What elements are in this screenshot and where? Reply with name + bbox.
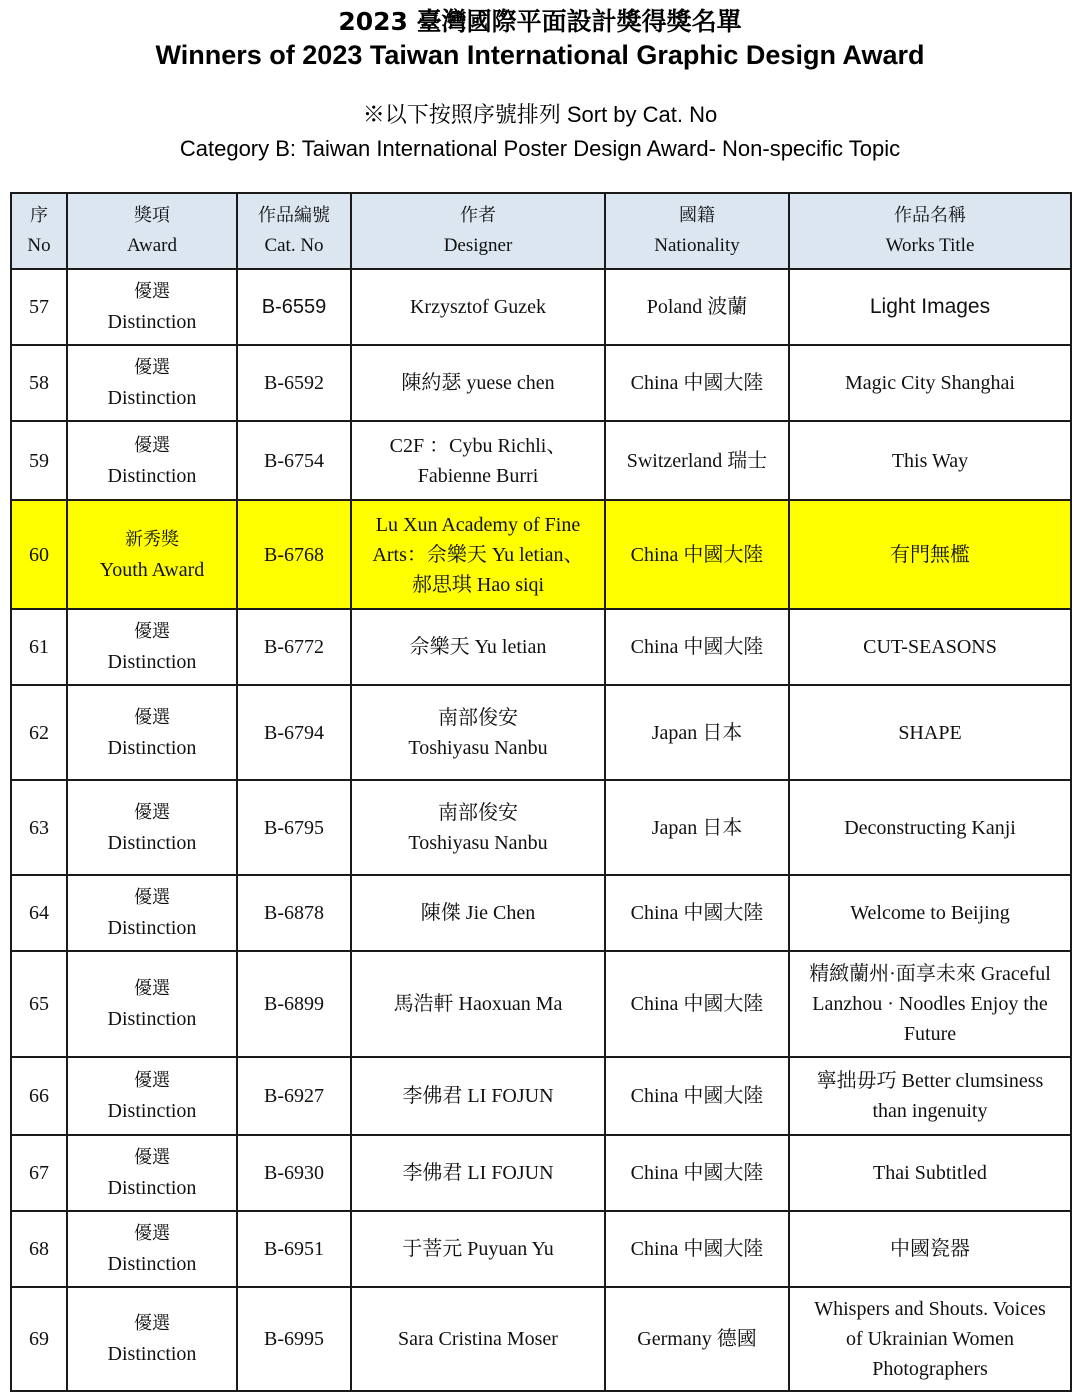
award-label-english: Distinction	[107, 1253, 197, 1275]
works-title-line: Deconstructing Kanji	[844, 816, 1016, 839]
cell-cat-no: B-6951	[237, 1211, 351, 1287]
award-label-english: Youth Award	[99, 558, 205, 581]
cell-cat-no: B-6899	[237, 951, 351, 1057]
award-label-english: Distinction	[107, 311, 197, 333]
table-row	[11, 345, 1071, 421]
cell-cat-no: B-6878	[237, 875, 351, 951]
cell-works-title	[789, 421, 1071, 500]
cell-nationality: Poland 波蘭	[605, 269, 789, 345]
header-col-cat-no	[237, 193, 351, 269]
cell-award	[67, 1211, 237, 1287]
designer-line: Toshiyasu Nanbu	[408, 736, 548, 759]
category-heading: Category B: Taiwan International Poster Design Award- Non-specific Topic	[179, 136, 901, 161]
designer-line: Sara Cristina Moser	[398, 1328, 558, 1350]
header-label-english: Designer	[443, 235, 513, 256]
header-label-chinese: 作品名稱	[894, 205, 966, 226]
award-label-english: Distinction	[107, 651, 197, 673]
table-row	[11, 269, 1071, 345]
cell-nationality: China 中國大陸	[605, 345, 789, 421]
award-label-chinese: 優選	[134, 706, 170, 728]
header-label-chinese: 序	[30, 205, 48, 226]
page-title-english: Winners of 2023 Taiwan International Graphic Design Award	[155, 40, 925, 70]
cell-no: 60	[11, 500, 67, 609]
works-title-line: 寧拙毋巧 Better clumsiness	[816, 1070, 1044, 1092]
cell-no: 69	[11, 1287, 67, 1391]
header-col-designer	[351, 193, 605, 269]
cell-award	[67, 1057, 237, 1135]
cell-nationality: China 中國大陸	[605, 500, 789, 609]
header-label-english: Nationality	[654, 235, 740, 256]
cell-no: 68	[11, 1211, 67, 1287]
cell-no: 62	[11, 685, 67, 780]
award-label-english: Distinction	[107, 464, 197, 487]
cell-cat-no: B-6754	[237, 421, 351, 500]
cell-no: 66	[11, 1057, 67, 1135]
works-title-line: Future	[903, 1023, 957, 1045]
cell-designer	[351, 500, 605, 609]
works-title-line: Welcome to Beijing	[850, 902, 1010, 924]
cell-award	[67, 1135, 237, 1211]
table-row	[11, 1287, 1071, 1391]
cell-award	[67, 345, 237, 421]
designer-line: 陳傑 Jie Chen	[420, 902, 536, 924]
cell-designer	[351, 421, 605, 500]
table-row	[11, 500, 1071, 609]
table-row	[11, 951, 1071, 1057]
cell-no: 57	[11, 269, 67, 345]
designer-line: 南部俊安	[438, 801, 518, 824]
cell-award	[67, 500, 237, 609]
cell-works-title	[789, 1211, 1071, 1287]
cell-nationality: China 中國大陸	[605, 875, 789, 951]
cell-award	[67, 609, 237, 685]
cell-cat-no: B-6592	[237, 345, 351, 421]
sort-note: ※以下按照序號排列 Sort by Cat. No	[362, 102, 718, 127]
designer-line: 佘樂天 Yu letian	[409, 636, 547, 658]
cell-nationality: Switzerland 瑞士	[605, 421, 789, 500]
cell-works-title	[789, 685, 1071, 780]
award-label-chinese: 優選	[134, 1147, 170, 1168]
cell-designer	[351, 1287, 605, 1391]
designer-line: Fabienne Burri	[417, 464, 539, 487]
award-label-chinese: 優選	[134, 978, 170, 999]
cell-cat-no: B-6794	[237, 685, 351, 780]
cell-award	[67, 1287, 237, 1391]
cell-works-title	[789, 269, 1071, 345]
works-title-line: CUT-SEASONS	[863, 636, 997, 658]
cell-no: 67	[11, 1135, 67, 1211]
cell-award	[67, 685, 237, 780]
designer-line: C2F ：Cybu Richli、	[389, 434, 567, 457]
cell-award	[67, 421, 237, 500]
cell-designer	[351, 609, 605, 685]
header-col-nationality	[605, 193, 789, 269]
works-title-line: 有門無檻	[890, 543, 970, 566]
cell-works-title	[789, 780, 1071, 875]
header-col-works-title	[789, 193, 1071, 269]
cell-no: 65	[11, 951, 67, 1057]
works-title-line: Magic City Shanghai	[845, 372, 1015, 394]
cell-works-title	[789, 609, 1071, 685]
cell-designer	[351, 1211, 605, 1287]
cell-works-title	[789, 500, 1071, 609]
cell-no: 64	[11, 875, 67, 951]
works-title-line: This Way	[891, 449, 969, 472]
designer-line: 李佛君 LI FOJUN	[402, 1162, 554, 1184]
award-label-english: Distinction	[107, 831, 197, 854]
table-row	[11, 1211, 1071, 1287]
award-label-english: Distinction	[107, 387, 197, 409]
table-row	[11, 1057, 1071, 1135]
cell-designer	[351, 269, 605, 345]
designer-line: 陳約瑟 yuese chen	[401, 372, 555, 394]
award-label-english: Distinction	[107, 917, 197, 939]
page-title-chinese: 2023 臺灣國際平面設計獎得獎名單	[338, 7, 742, 36]
cell-works-title	[789, 1287, 1071, 1391]
cell-nationality: China 中國大陸	[605, 1135, 789, 1211]
header-row	[11, 193, 1071, 269]
cell-works-title	[789, 951, 1071, 1057]
works-title-line: than ingenuity	[872, 1100, 988, 1122]
cell-award	[67, 951, 237, 1057]
designer-line: 于菩元 Puyuan Yu	[402, 1238, 554, 1260]
cell-designer	[351, 780, 605, 875]
award-label-english: Distinction	[107, 736, 197, 759]
table-row	[11, 609, 1071, 685]
table-row	[11, 685, 1071, 780]
cell-nationality: Germany 德國	[605, 1287, 789, 1391]
designer-line: 南部俊安	[438, 706, 518, 729]
cell-nationality: Japan 日本	[605, 780, 789, 875]
cell-designer	[351, 1135, 605, 1211]
table-body	[11, 269, 1071, 1391]
winners-table	[10, 192, 1072, 1392]
award-label-english: Distinction	[107, 1100, 197, 1122]
table-row	[11, 1135, 1071, 1211]
cell-works-title	[789, 1135, 1071, 1211]
cell-no: 58	[11, 345, 67, 421]
cell-nationality: China 中國大陸	[605, 1211, 789, 1287]
award-label-chinese: 優選	[134, 357, 170, 378]
table-row	[11, 780, 1071, 875]
designer-line: 李佛君 LI FOJUN	[402, 1085, 554, 1107]
table-row	[11, 875, 1071, 951]
cell-designer	[351, 1057, 605, 1135]
works-title-line: 中國瓷器	[890, 1238, 970, 1260]
works-title-line: Photographers	[872, 1358, 988, 1380]
cell-award	[67, 780, 237, 875]
cell-nationality: Japan 日本	[605, 685, 789, 780]
cell-nationality: China 中國大陸	[605, 951, 789, 1057]
designer-line: Arts：佘樂天 Yu letian、	[372, 543, 584, 566]
cell-designer	[351, 685, 605, 780]
cell-no: 59	[11, 421, 67, 500]
designer-line: Krzysztof Guzek	[409, 296, 547, 318]
header-label-chinese: 作者	[460, 205, 496, 226]
header-label-english: Works Title	[885, 235, 975, 256]
cell-no: 63	[11, 780, 67, 875]
award-label-chinese: 優選	[134, 621, 170, 642]
cell-cat-no: B-6768	[237, 500, 351, 609]
works-title-line: Whispers and Shouts. Voices	[814, 1298, 1046, 1320]
designer-line: 郝思琪 Hao siqi	[411, 573, 545, 596]
cell-no: 61	[11, 609, 67, 685]
works-title-line: of Ukrainian Women	[846, 1328, 1014, 1350]
cell-designer	[351, 345, 605, 421]
cell-designer	[351, 951, 605, 1057]
cell-works-title	[789, 345, 1071, 421]
cell-cat-no: B-6559	[237, 269, 351, 345]
header-label-chinese: 獎項	[134, 205, 170, 226]
designer-line: Lu Xun Academy of Fine	[375, 513, 581, 536]
cell-cat-no: B-6772	[237, 609, 351, 685]
designer-line: Toshiyasu Nanbu	[408, 831, 548, 854]
cell-cat-no: B-6930	[237, 1135, 351, 1211]
header-col-no	[11, 193, 67, 269]
cell-nationality: China 中國大陸	[605, 609, 789, 685]
cell-nationality: China 中國大陸	[605, 1057, 789, 1135]
award-label-english: Distinction	[107, 1343, 197, 1365]
header-label-english: Award	[127, 235, 177, 256]
cell-cat-no: B-6995	[237, 1287, 351, 1391]
award-label-english: Distinction	[107, 1008, 197, 1030]
header-label-english: No	[27, 235, 51, 256]
award-label-chinese: 優選	[134, 281, 170, 302]
table-row	[11, 421, 1071, 500]
award-label-chinese: 優選	[134, 1070, 170, 1091]
award-label-english: Distinction	[107, 1177, 197, 1199]
cell-works-title	[789, 1057, 1071, 1135]
cell-award	[67, 269, 237, 345]
header-label-chinese: 國籍	[679, 205, 715, 226]
works-title-line: Thai Subtitled	[873, 1162, 987, 1184]
designer-line: 馬浩軒 Haoxuan Ma	[393, 993, 563, 1015]
cell-cat-no: B-6927	[237, 1057, 351, 1135]
header-col-award	[67, 193, 237, 269]
award-label-chinese: 優選	[134, 887, 170, 908]
works-title-line: Lanzhou · Noodles Enjoy the	[812, 993, 1048, 1015]
works-title-line: SHAPE	[898, 721, 962, 744]
header-label-chinese: 作品編號	[258, 205, 330, 226]
cell-designer	[351, 875, 605, 951]
award-label-chinese: 優選	[134, 434, 170, 456]
works-title-line: 精緻蘭州·面享未來 Graceful	[809, 963, 1051, 985]
works-title-line: Light Images	[869, 295, 991, 318]
cell-cat-no: B-6795	[237, 780, 351, 875]
award-label-chinese: 新秀獎	[125, 528, 179, 550]
award-label-chinese: 優選	[134, 1223, 170, 1244]
cell-award	[67, 875, 237, 951]
award-label-chinese: 優選	[134, 801, 170, 823]
cell-works-title	[789, 875, 1071, 951]
award-label-chinese: 優選	[134, 1313, 170, 1334]
header-label-english: Cat. No	[264, 235, 324, 256]
